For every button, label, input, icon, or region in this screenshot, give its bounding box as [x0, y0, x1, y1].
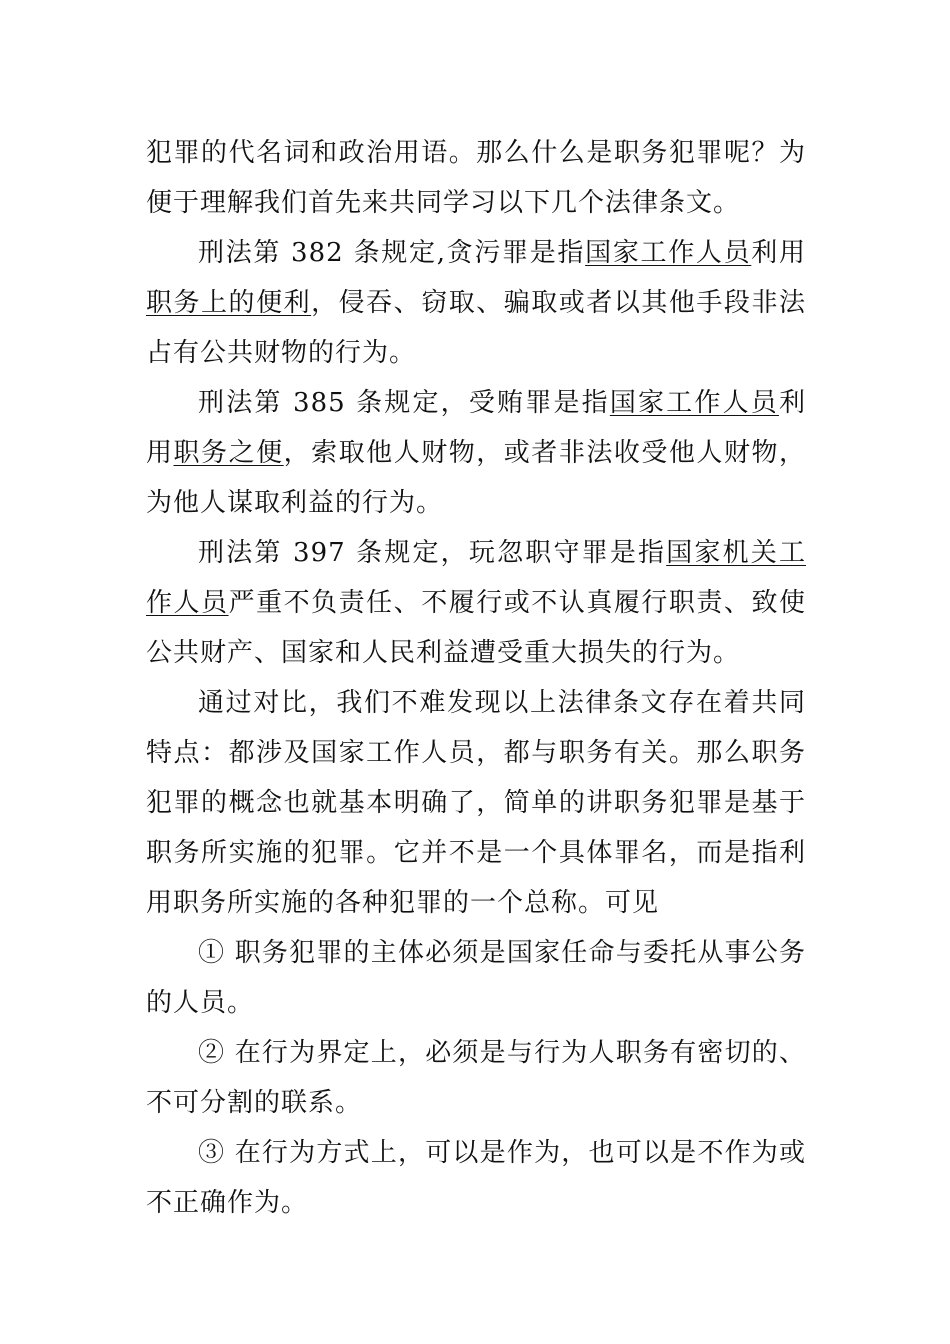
- article-397-underlined-subject: 国家机关工作人员: [146, 538, 806, 618]
- paragraph-point-2: ② 在行为界定上，必须是与行为人职务有密切的、不可分割的联系。: [146, 1038, 806, 1118]
- article-397-text-2: 严重不负责任、不履行或不认真履行职责、致使公共财产、国家和人民利益遭受重大损失的行为。: [146, 588, 806, 668]
- paragraph-article-385: [146, 378, 806, 528]
- article-382-underlined-subject: 国家工作人员: [585, 238, 752, 268]
- article-385-text-2: 利用: [146, 388, 806, 468]
- paragraph-article-382: [146, 228, 806, 378]
- article-385-underlined-duty: 职务之便: [173, 438, 284, 468]
- article-397-text-1: 刑法第 397 条规定，玩忽职守罪是指: [198, 538, 667, 568]
- paragraph-point-1: ① 职务犯罪的主体必须是国家任命与委托从事公务的人员。: [146, 938, 806, 1018]
- article-385-underlined-subject: 国家工作人员: [609, 388, 779, 418]
- article-382-underlined-duty: 职务上的便利: [146, 288, 312, 318]
- paragraph-intro-continuation: 犯罪的代名词和政治用语。那么什么是职务犯罪呢？为便于理解我们首先来共同学习以下几个法律条文。: [146, 138, 806, 218]
- article-382-text-3: ，侵吞、窃取、骗取或者以其他手段非法占有公共财物的行为。: [146, 288, 806, 368]
- article-385-text-1: 刑法第 385 条规定，受贿罪是指: [198, 388, 610, 418]
- paragraph-comparison: 通过对比，我们不难发现以上法律条文存在着共同特点：都涉及国家工作人员，都与职务有关。那么职务犯罪的概念也就基本明确了，简单的讲职务犯罪是基于职务所实施的犯罪。它并不是一个具体罪名，而是指利用职务所实施的各种犯罪的一个总称。可见: [146, 688, 806, 918]
- article-382-text-2: 利用: [751, 238, 806, 268]
- article-385-text-3: ，索取他人财物，或者非法收受他人财物，为他人谋取利益的行为。: [146, 438, 806, 518]
- document-page: [146, 128, 806, 1228]
- paragraph-point-3: ③ 在行为方式上，可以是作为，也可以是不作为或不正确作为。: [146, 1138, 806, 1218]
- article-382-text-1: 刑法第 382 条规定,贪污罪是指: [198, 238, 586, 268]
- paragraph-article-397: [146, 528, 806, 678]
